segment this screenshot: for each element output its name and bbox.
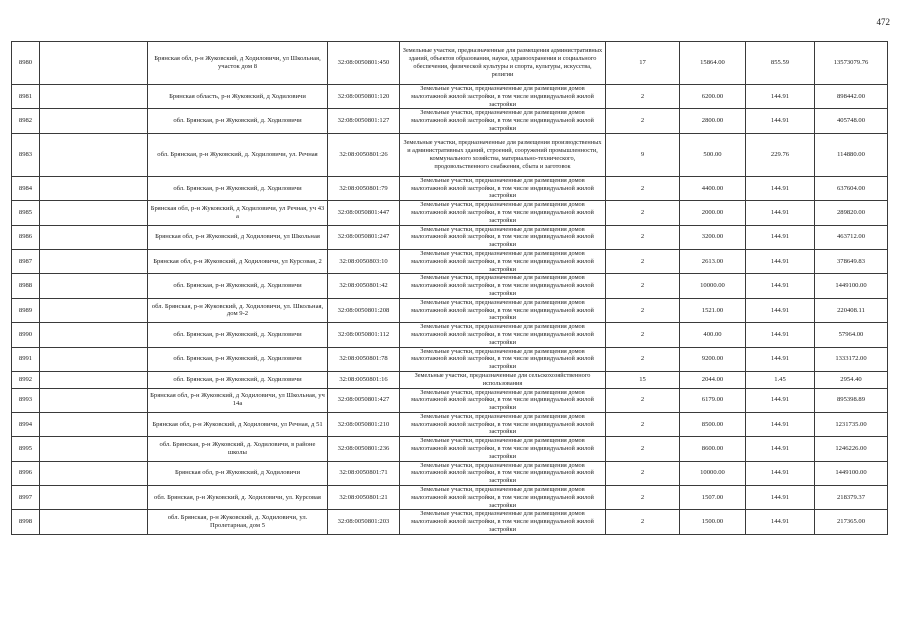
cadastral-value-cell: 898442.00 — [815, 85, 888, 109]
cadastral-number-cell: 32:08:0050801:78 — [328, 347, 400, 371]
unit-value-cell: 144.91 — [746, 412, 815, 436]
row-number-cell: 8988 — [12, 274, 40, 298]
row-number-cell: 8989 — [12, 298, 40, 322]
use-code-cell: 2 — [606, 85, 680, 109]
area-cell: 400.00 — [680, 323, 746, 347]
blank-margin-cell — [40, 133, 148, 176]
address-cell: Брянская область, р-н Жуковский, д Ходиловичи — [148, 85, 328, 109]
address-cell: обл. Брянская, р-н Жуковский, д. Ходиловичи — [148, 109, 328, 133]
blank-margin-cell — [40, 176, 148, 200]
land-use-cell: Земельные участки, предназначенные для размещения домов малоэтажной жилой застройки, в том числе индивидуальной жилой застройки — [400, 298, 606, 322]
blank-margin-cell — [40, 249, 148, 273]
area-cell: 1500.00 — [680, 510, 746, 534]
unit-value-cell: 229.76 — [746, 133, 815, 176]
table-row — [12, 298, 888, 322]
cadastral-value-cell: 463712.00 — [815, 225, 888, 249]
table-row — [12, 85, 888, 109]
table-row — [12, 176, 888, 200]
land-use-cell: Земельные участки, предназначенные для размещения домов малоэтажной жилой застройки, в том числе индивидуальной жилой застройки — [400, 347, 606, 371]
unit-value-cell: 144.91 — [746, 486, 815, 510]
unit-value-cell: 144.91 — [746, 388, 815, 412]
area-cell: 500.00 — [680, 133, 746, 176]
table-row — [12, 412, 888, 436]
cadastral-number-cell: 32:08:0050801:450 — [328, 42, 400, 85]
cadastral-value-cell: 218379.37 — [815, 486, 888, 510]
row-number-cell: 8996 — [12, 461, 40, 485]
use-code-cell: 2 — [606, 347, 680, 371]
cadastral-value-cell: 1449100.00 — [815, 461, 888, 485]
blank-margin-cell — [40, 201, 148, 225]
address-cell: обл. Брянская, р-н Жуковский, д. Ходиловичи, ул. Речная — [148, 133, 328, 176]
use-code-cell: 2 — [606, 298, 680, 322]
row-number-cell: 8992 — [12, 371, 40, 388]
table-row — [12, 461, 888, 485]
land-use-cell: Земельные участки, предназначенные для размещения домов малоэтажной жилой застройки, в том числе индивидуальной жилой застройки — [400, 109, 606, 133]
page-number: 472 — [876, 17, 890, 27]
table-row — [12, 42, 888, 85]
cadastral-value-table — [11, 41, 888, 535]
cadastral-number-cell: 32:08:0050801:112 — [328, 323, 400, 347]
cadastral-value-cell: 1246226.00 — [815, 437, 888, 461]
address-cell: обл. Брянская, р-н Жуковский, д. Ходиловичи, в районе школы — [148, 437, 328, 461]
unit-value-cell: 144.91 — [746, 510, 815, 534]
use-code-cell: 2 — [606, 486, 680, 510]
cadastral-number-cell: 32:08:0050803:10 — [328, 249, 400, 273]
unit-value-cell: 144.91 — [746, 176, 815, 200]
cadastral-number-cell: 32:08:0050801:16 — [328, 371, 400, 388]
blank-margin-cell — [40, 225, 148, 249]
unit-value-cell: 855.59 — [746, 42, 815, 85]
unit-value-cell: 144.91 — [746, 437, 815, 461]
address-cell: Брянская обл, р-н Жуковский, д Ходиловичи, ул Речная, уч 43 а — [148, 201, 328, 225]
use-code-cell: 2 — [606, 176, 680, 200]
cadastral-number-cell: 32:08:0050801:21 — [328, 486, 400, 510]
row-number-cell: 8998 — [12, 510, 40, 534]
cadastral-value-cell: 13573079.76 — [815, 42, 888, 85]
address-cell: Брянская обл, р-н Жуковский, д Ходиловичи, ул Курсовая, 2 — [148, 249, 328, 273]
table-row — [12, 347, 888, 371]
land-use-cell: Земельные участки, предназначенные для размещения домов малоэтажной жилой застройки, в том числе индивидуальной жилой застройки — [400, 461, 606, 485]
blank-margin-cell — [40, 371, 148, 388]
cadastral-value-cell: 2954.40 — [815, 371, 888, 388]
use-code-cell: 2 — [606, 388, 680, 412]
cadastral-value-cell: 1231735.00 — [815, 412, 888, 436]
land-use-cell: Земельные участки, предназначенные для размещения домов малоэтажной жилой застройки, в том числе индивидуальной жилой застройки — [400, 510, 606, 534]
unit-value-cell: 144.91 — [746, 298, 815, 322]
land-use-cell: Земельные участки, предназначенные для размещения домов малоэтажной жилой застройки, в том числе индивидуальной жилой застройки — [400, 225, 606, 249]
use-code-cell: 2 — [606, 323, 680, 347]
row-number-cell: 8997 — [12, 486, 40, 510]
area-cell: 4400.00 — [680, 176, 746, 200]
land-use-cell: Земельные участки, предназначенные для размещения домов малоэтажной жилой застройки, в том числе индивидуальной жилой застройки — [400, 176, 606, 200]
cadastral-value-cell: 637604.00 — [815, 176, 888, 200]
row-number-cell: 8981 — [12, 85, 40, 109]
use-code-cell: 2 — [606, 201, 680, 225]
unit-value-cell: 144.91 — [746, 85, 815, 109]
use-code-cell: 17 — [606, 42, 680, 85]
cadastral-number-cell: 32:08:0050801:26 — [328, 133, 400, 176]
land-use-cell: Земельные участки, предназначенные для размещения домов малоэтажной жилой застройки, в том числе индивидуальной жилой застройки — [400, 437, 606, 461]
unit-value-cell: 144.91 — [746, 274, 815, 298]
address-cell: Брянская обл, р-н Жуковский, д Ходиловичи, ул Школьная — [148, 225, 328, 249]
blank-margin-cell — [40, 510, 148, 534]
unit-value-cell: 144.91 — [746, 225, 815, 249]
use-code-cell: 9 — [606, 133, 680, 176]
area-cell: 8600.00 — [680, 437, 746, 461]
land-use-cell: Земельные участки, предназначенные для размещения домов малоэтажной жилой застройки, в том числе индивидуальной жилой застройки — [400, 323, 606, 347]
unit-value-cell: 144.91 — [746, 201, 815, 225]
area-cell: 15864.00 — [680, 42, 746, 85]
cadastral-value-cell: 220408.11 — [815, 298, 888, 322]
use-code-cell: 2 — [606, 437, 680, 461]
cadastral-number-cell: 32:08:0050801:236 — [328, 437, 400, 461]
blank-margin-cell — [40, 109, 148, 133]
unit-value-cell: 144.91 — [746, 323, 815, 347]
table-row — [12, 510, 888, 534]
row-number-cell: 8990 — [12, 323, 40, 347]
land-use-cell: Земельные участки, предназначенные для размещения домов малоэтажной жилой застройки, в том числе индивидуальной жилой застройки — [400, 85, 606, 109]
address-cell: обл. Брянская, р-н Жуковский, д. Ходиловичи — [148, 371, 328, 388]
unit-value-cell: 144.91 — [746, 109, 815, 133]
row-number-cell: 8987 — [12, 249, 40, 273]
cadastral-number-cell: 32:08:0050801:247 — [328, 225, 400, 249]
use-code-cell: 2 — [606, 412, 680, 436]
use-code-cell: 2 — [606, 510, 680, 534]
unit-value-cell: 1.45 — [746, 371, 815, 388]
row-number-cell: 8991 — [12, 347, 40, 371]
table-row — [12, 133, 888, 176]
area-cell: 10000.00 — [680, 461, 746, 485]
cadastral-value-cell: 895398.89 — [815, 388, 888, 412]
row-number-cell: 8984 — [12, 176, 40, 200]
cadastral-number-cell: 32:08:0050801:120 — [328, 85, 400, 109]
blank-margin-cell — [40, 42, 148, 85]
address-cell: обл. Брянская, р-н Жуковский, д. Ходиловичи, ул. Школьная, дом 9-2 — [148, 298, 328, 322]
area-cell: 2044.00 — [680, 371, 746, 388]
row-number-cell: 8993 — [12, 388, 40, 412]
cadastral-value-cell: 405748.00 — [815, 109, 888, 133]
row-number-cell: 8995 — [12, 437, 40, 461]
table-row — [12, 371, 888, 388]
row-number-cell: 8986 — [12, 225, 40, 249]
cadastral-number-cell: 32:08:0050801:71 — [328, 461, 400, 485]
address-cell: обл. Брянская, р-н Жуковский, д. Ходиловичи, ул. Пролетарная, дом 5 — [148, 510, 328, 534]
unit-value-cell: 144.91 — [746, 249, 815, 273]
cadastral-value-cell: 378649.83 — [815, 249, 888, 273]
cadastral-number-cell: 32:08:0050801:127 — [328, 109, 400, 133]
use-code-cell: 2 — [606, 274, 680, 298]
cadastral-value-cell: 114880.00 — [815, 133, 888, 176]
area-cell: 2800.00 — [680, 109, 746, 133]
blank-margin-cell — [40, 298, 148, 322]
cadastral-value-cell: 217365.00 — [815, 510, 888, 534]
cadastral-number-cell: 32:08:0050801:208 — [328, 298, 400, 322]
address-cell: Брянская обл, р-н Жуковский, д Ходиловичи — [148, 461, 328, 485]
table-row — [12, 274, 888, 298]
land-use-cell: Земельные участки, предназначенные для сельскохозяйственного использования — [400, 371, 606, 388]
table-row — [12, 388, 888, 412]
area-cell: 3200.00 — [680, 225, 746, 249]
blank-margin-cell — [40, 461, 148, 485]
use-code-cell: 2 — [606, 461, 680, 485]
cadastral-value-cell: 1449100.00 — [815, 274, 888, 298]
blank-margin-cell — [40, 274, 148, 298]
blank-margin-cell — [40, 323, 148, 347]
table-row — [12, 323, 888, 347]
land-use-cell: Земельные участки, предназначенные для размещения домов малоэтажной жилой застройки, в том числе индивидуальной жилой застройки — [400, 486, 606, 510]
blank-margin-cell — [40, 437, 148, 461]
row-number-cell: 8980 — [12, 42, 40, 85]
blank-margin-cell — [40, 412, 148, 436]
table-row — [12, 249, 888, 273]
blank-margin-cell — [40, 85, 148, 109]
land-use-cell: Земельные участки, предназначенные для размещения домов малоэтажной жилой застройки, в том числе индивидуальной жилой застройки — [400, 249, 606, 273]
address-cell: обл. Брянская, р-н Жуковский, д. Ходиловичи — [148, 176, 328, 200]
table-row — [12, 486, 888, 510]
row-number-cell: 8994 — [12, 412, 40, 436]
area-cell: 2613.00 — [680, 249, 746, 273]
use-code-cell: 2 — [606, 225, 680, 249]
address-cell: обл. Брянская, р-н Жуковский, д. Ходиловичи — [148, 323, 328, 347]
area-cell: 9200.00 — [680, 347, 746, 371]
address-cell: Брянская обл, р-н Жуковский, д Ходиловичи, ул Школьная, уч 14а — [148, 388, 328, 412]
address-cell: обл. Брянская, р-н Жуковский, д. Ходиловичи — [148, 347, 328, 371]
table-row — [12, 225, 888, 249]
use-code-cell: 15 — [606, 371, 680, 388]
land-use-cell: Земельные участки, предназначенные для размещения административных зданий, объектов образования, науки, здравоохранения и социального обеспечения, физической культуры и спорта, культуры, искусства, религии — [400, 42, 606, 85]
cadastral-value-cell: 1333172.00 — [815, 347, 888, 371]
blank-margin-cell — [40, 347, 148, 371]
blank-margin-cell — [40, 486, 148, 510]
table-row — [12, 201, 888, 225]
land-use-cell: Земельные участки, предназначенные для размещения домов малоэтажной жилой застройки, в том числе индивидуальной жилой застройки — [400, 201, 606, 225]
land-use-cell: Земельные участки, предназначенные для размещения производственных и административных зданий, строений, сооружений промышленности, коммунального хозяйства, материально-технического, продовольственного снабжения, сбыта и заготовок — [400, 133, 606, 176]
cadastral-number-cell: 32:08:0050801:42 — [328, 274, 400, 298]
unit-value-cell: 144.91 — [746, 461, 815, 485]
table-row — [12, 437, 888, 461]
cadastral-number-cell: 32:08:0050801:210 — [328, 412, 400, 436]
unit-value-cell: 144.91 — [746, 347, 815, 371]
area-cell: 6200.00 — [680, 85, 746, 109]
blank-margin-cell — [40, 388, 148, 412]
address-cell: обл. Брянская, р-н Жуковский, д. Ходиловичи, ул. Курсовая — [148, 486, 328, 510]
area-cell: 1521.00 — [680, 298, 746, 322]
use-code-cell: 2 — [606, 109, 680, 133]
cadastral-number-cell: 32:08:0050801:79 — [328, 176, 400, 200]
cadastral-value-cell: 289820.00 — [815, 201, 888, 225]
land-use-cell: Земельные участки, предназначенные для размещения домов малоэтажной жилой застройки, в том числе индивидуальной жилой застройки — [400, 412, 606, 436]
cadastral-value-cell: 57964.00 — [815, 323, 888, 347]
row-number-cell: 8985 — [12, 201, 40, 225]
row-number-cell: 8982 — [12, 109, 40, 133]
address-cell: Брянская обл, р-н Жуковский, д Ходиловичи, ул Школьная, участок дом 8 — [148, 42, 328, 85]
area-cell: 2000.00 — [680, 201, 746, 225]
address-cell: обл. Брянская, р-н Жуковский, д. Ходиловичи — [148, 274, 328, 298]
area-cell: 8500.00 — [680, 412, 746, 436]
land-use-cell: Земельные участки, предназначенные для размещения домов малоэтажной жилой застройки, в том числе индивидуальной жилой застройки — [400, 388, 606, 412]
area-cell: 10000.00 — [680, 274, 746, 298]
cadastral-number-cell: 32:08:0050801:203 — [328, 510, 400, 534]
land-use-cell: Земельные участки, предназначенные для размещения домов малоэтажной жилой застройки, в том числе индивидуальной жилой застройки — [400, 274, 606, 298]
area-cell: 1507.00 — [680, 486, 746, 510]
table-row — [12, 109, 888, 133]
row-number-cell: 8983 — [12, 133, 40, 176]
use-code-cell: 2 — [606, 249, 680, 273]
area-cell: 6179.00 — [680, 388, 746, 412]
address-cell: Брянская обл, р-н Жуковский, д Ходиловичи, ул Речная, д 51 — [148, 412, 328, 436]
cadastral-number-cell: 32:08:0050801:447 — [328, 201, 400, 225]
cadastral-number-cell: 32:08:0050801:427 — [328, 388, 400, 412]
